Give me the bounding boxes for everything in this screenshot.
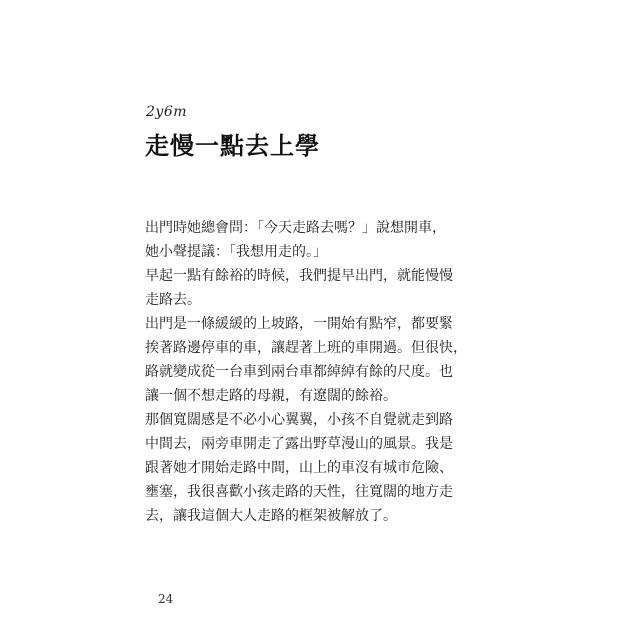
text-line: 跟著她才開始走路中間，山上的車沒有城市危險、: [145, 460, 453, 476]
text-line: 挨著路邊停車的車，讓趕著上班的車開過。但很快，: [145, 340, 467, 356]
text-line: 出門是一條緩緩的上坡路，一開始有點窄，都要緊: [145, 316, 453, 332]
paragraph: [145, 264, 465, 312]
text-line: 讓一個不想走路的母親，有遼闊的餘裕。: [145, 388, 397, 404]
text-line: 去，讓我這個大人走路的框架被解放了。: [145, 508, 397, 524]
text-line: 走路去。: [145, 292, 201, 308]
paragraph: [145, 216, 465, 264]
text-line: 路就變成從一台車到兩台車都綽綽有餘的尺度。也: [145, 364, 453, 380]
chapter-label: 2y6m: [146, 104, 187, 120]
page-number: 24: [158, 592, 174, 606]
paragraph: [145, 312, 465, 408]
chapter-title: 走慢一點去上學: [145, 131, 320, 160]
text-line: 中間去，兩旁車開走了露出野草漫山的風景。我是: [145, 436, 453, 452]
paragraph: [145, 408, 465, 528]
text-line: 早起一點有餘裕的時候，我們提早出門，就能慢慢: [145, 268, 453, 284]
text-line: 出門時她總會問：「今天走路去嗎？」說想開車，: [145, 220, 446, 236]
text-line: 她小聲提議：「我想用走的。」: [145, 244, 327, 260]
text-line: 壅塞，我很喜歡小孩走路的天性，往寬闊的地方走: [145, 484, 453, 500]
body-text: [145, 216, 465, 528]
text-line: 那個寬闊感是不必小心翼翼，小孩不自覺就走到路: [145, 412, 453, 428]
